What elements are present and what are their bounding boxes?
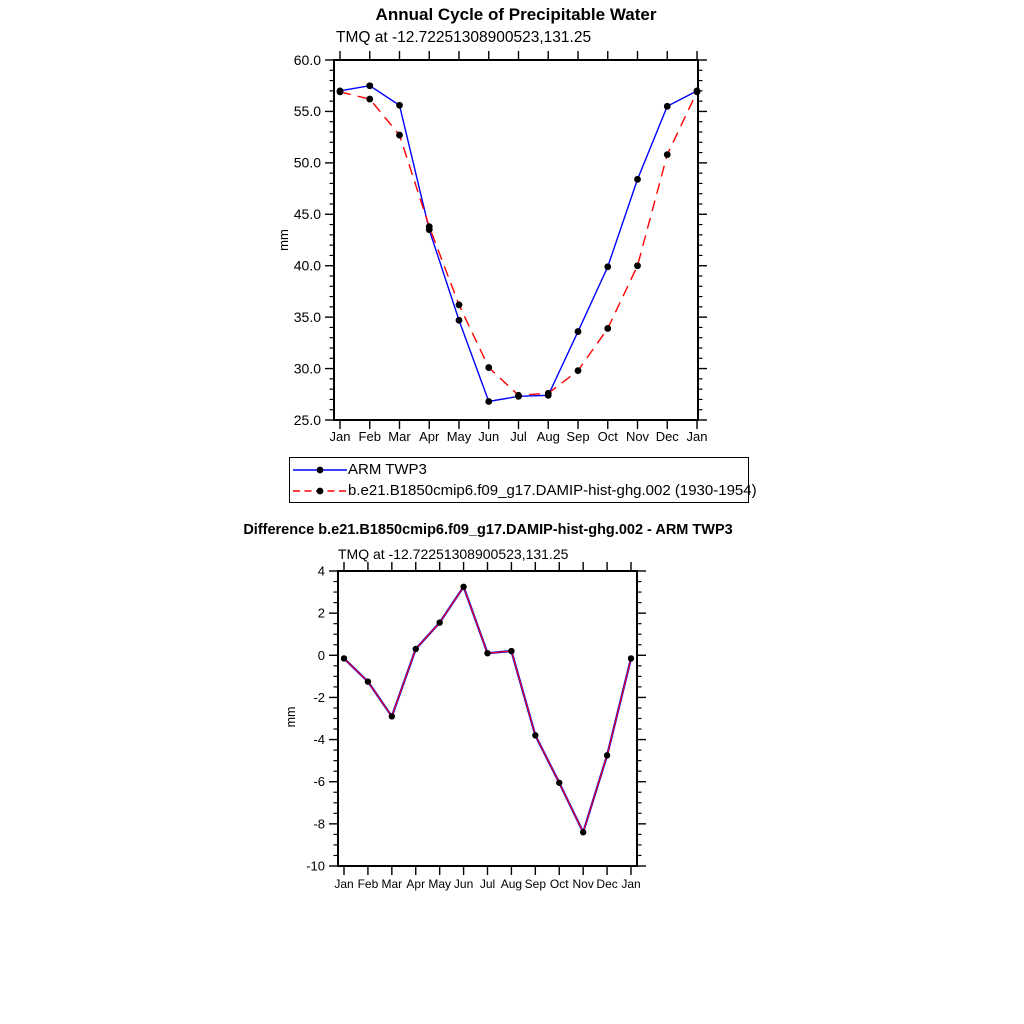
data-point-marker: [532, 732, 538, 738]
x-tick-label: Sep: [566, 429, 590, 444]
chart2-y-axis-label: mm: [284, 706, 298, 728]
data-point-marker: [575, 367, 582, 374]
y-tick-label: -6: [313, 774, 325, 790]
legend-label-arm-twp3: ARM TWP3: [348, 461, 427, 478]
y-tick-label: 45.0: [293, 206, 321, 223]
x-tick-label: Jun: [478, 429, 500, 444]
data-point-marker: [426, 223, 433, 230]
difference-plot: [306, 562, 646, 891]
x-tick-label: May: [446, 429, 472, 444]
data-point-marker: [556, 780, 562, 786]
data-point-marker: [628, 655, 634, 661]
data-point-marker: [664, 151, 671, 158]
data-point-marker: [634, 262, 641, 269]
x-tick-label: Jun: [453, 877, 474, 891]
y-tick-label: 50.0: [293, 154, 321, 171]
y-tick-label: 0: [317, 647, 325, 663]
x-tick-label: Mar: [388, 429, 411, 444]
data-point-marker: [664, 103, 671, 110]
x-tick-label: Jan: [621, 877, 641, 891]
series-line-0-overlay: [344, 587, 631, 832]
y-tick-label: 40.0: [293, 257, 321, 274]
legend-sample-marker: [317, 466, 324, 473]
y-tick-label: -2: [313, 689, 325, 705]
data-point-marker: [580, 829, 586, 835]
x-tick-label: Jul: [510, 429, 527, 444]
x-tick-label: Feb: [357, 877, 379, 891]
annual-cycle-plot: [294, 51, 708, 444]
data-point-marker: [456, 317, 463, 324]
data-point-marker: [365, 678, 371, 684]
y-tick-label: 60.0: [293, 51, 321, 68]
legend-line-sample-blue-solid: [292, 462, 348, 478]
x-tick-label: Apr: [406, 877, 426, 891]
data-point-marker: [515, 392, 522, 399]
x-tick-label: Oct: [597, 429, 618, 444]
data-point-marker: [456, 301, 463, 308]
data-point-marker: [337, 88, 344, 95]
chart1-title: Annual Cycle of Precipitable Water: [375, 5, 657, 24]
x-tick-label: Nov: [625, 429, 650, 444]
x-tick-label: Sep: [524, 877, 547, 891]
y-tick-label: 4: [317, 563, 325, 579]
y-tick-label: 30.0: [293, 360, 321, 377]
data-point-marker: [366, 96, 373, 103]
data-point-marker: [485, 364, 492, 371]
data-point-marker: [634, 176, 641, 183]
data-point-marker: [485, 398, 492, 405]
data-point-marker: [508, 648, 514, 654]
x-tick-label: Feb: [358, 429, 381, 444]
legend-entry-arm-twp3: [292, 459, 746, 480]
data-point-marker: [545, 390, 552, 397]
x-tick-label: Mar: [381, 877, 403, 891]
data-point-marker: [389, 713, 395, 719]
data-point-marker: [396, 132, 403, 139]
legend-label-model-run: b.e21.B1850cmip6.f09_g17.DAMIP-hist-ghg.002 (1930-1954): [348, 482, 757, 499]
data-point-marker: [396, 102, 403, 109]
y-tick-label: -10: [306, 858, 325, 874]
y-tick-label: -4: [313, 732, 325, 748]
data-point-marker: [341, 655, 347, 661]
chart1-subtitle: TMQ at -12.72251308900523,131.25: [336, 29, 592, 46]
legend-box: [289, 457, 757, 503]
chart2-subtitle: TMQ at -12.72251308900523,131.25: [338, 546, 569, 562]
y-tick-label: 2: [317, 605, 325, 621]
y-tick-label: 55.0: [293, 103, 321, 120]
x-tick-label: Aug: [500, 877, 523, 891]
x-tick-label: Dec: [596, 877, 618, 891]
chart1-y-axis-label: mm: [276, 229, 291, 251]
legend-entry-model-run: [292, 480, 757, 501]
x-tick-label: Oct: [549, 877, 569, 891]
data-point-marker: [460, 584, 466, 590]
data-point-marker: [575, 328, 582, 335]
y-tick-label: -8: [313, 816, 325, 832]
data-point-marker: [694, 88, 701, 95]
axis-frame: [334, 60, 698, 420]
data-point-marker: [413, 646, 419, 652]
x-tick-label: Jan: [329, 429, 351, 444]
legend-line-sample-red-dashed: [292, 483, 348, 499]
x-tick-label: Jul: [479, 877, 496, 891]
x-tick-label: May: [428, 877, 452, 891]
data-point-marker: [436, 619, 442, 625]
data-point-marker: [366, 82, 373, 89]
y-tick-label: 35.0: [293, 308, 321, 325]
legend-sample-marker: [317, 487, 324, 494]
x-tick-label: Aug: [536, 429, 560, 444]
chart2-title: Difference b.e21.B1850cmip6.f09_g17.DAMIP-hist-ghg.002 - ARM TWP3: [243, 522, 733, 538]
data-point-marker: [604, 752, 610, 758]
x-tick-label: Apr: [419, 429, 440, 444]
axis-frame: [338, 571, 637, 866]
y-tick-label: 25.0: [293, 411, 321, 428]
data-point-marker: [604, 263, 611, 270]
data-point-marker: [484, 650, 490, 656]
x-tick-label: Jan: [334, 877, 354, 891]
x-tick-label: Nov: [572, 877, 594, 891]
x-tick-label: Jan: [686, 429, 708, 444]
data-point-marker: [604, 325, 611, 332]
x-tick-label: Dec: [655, 429, 679, 444]
series-line-1: [340, 92, 697, 395]
